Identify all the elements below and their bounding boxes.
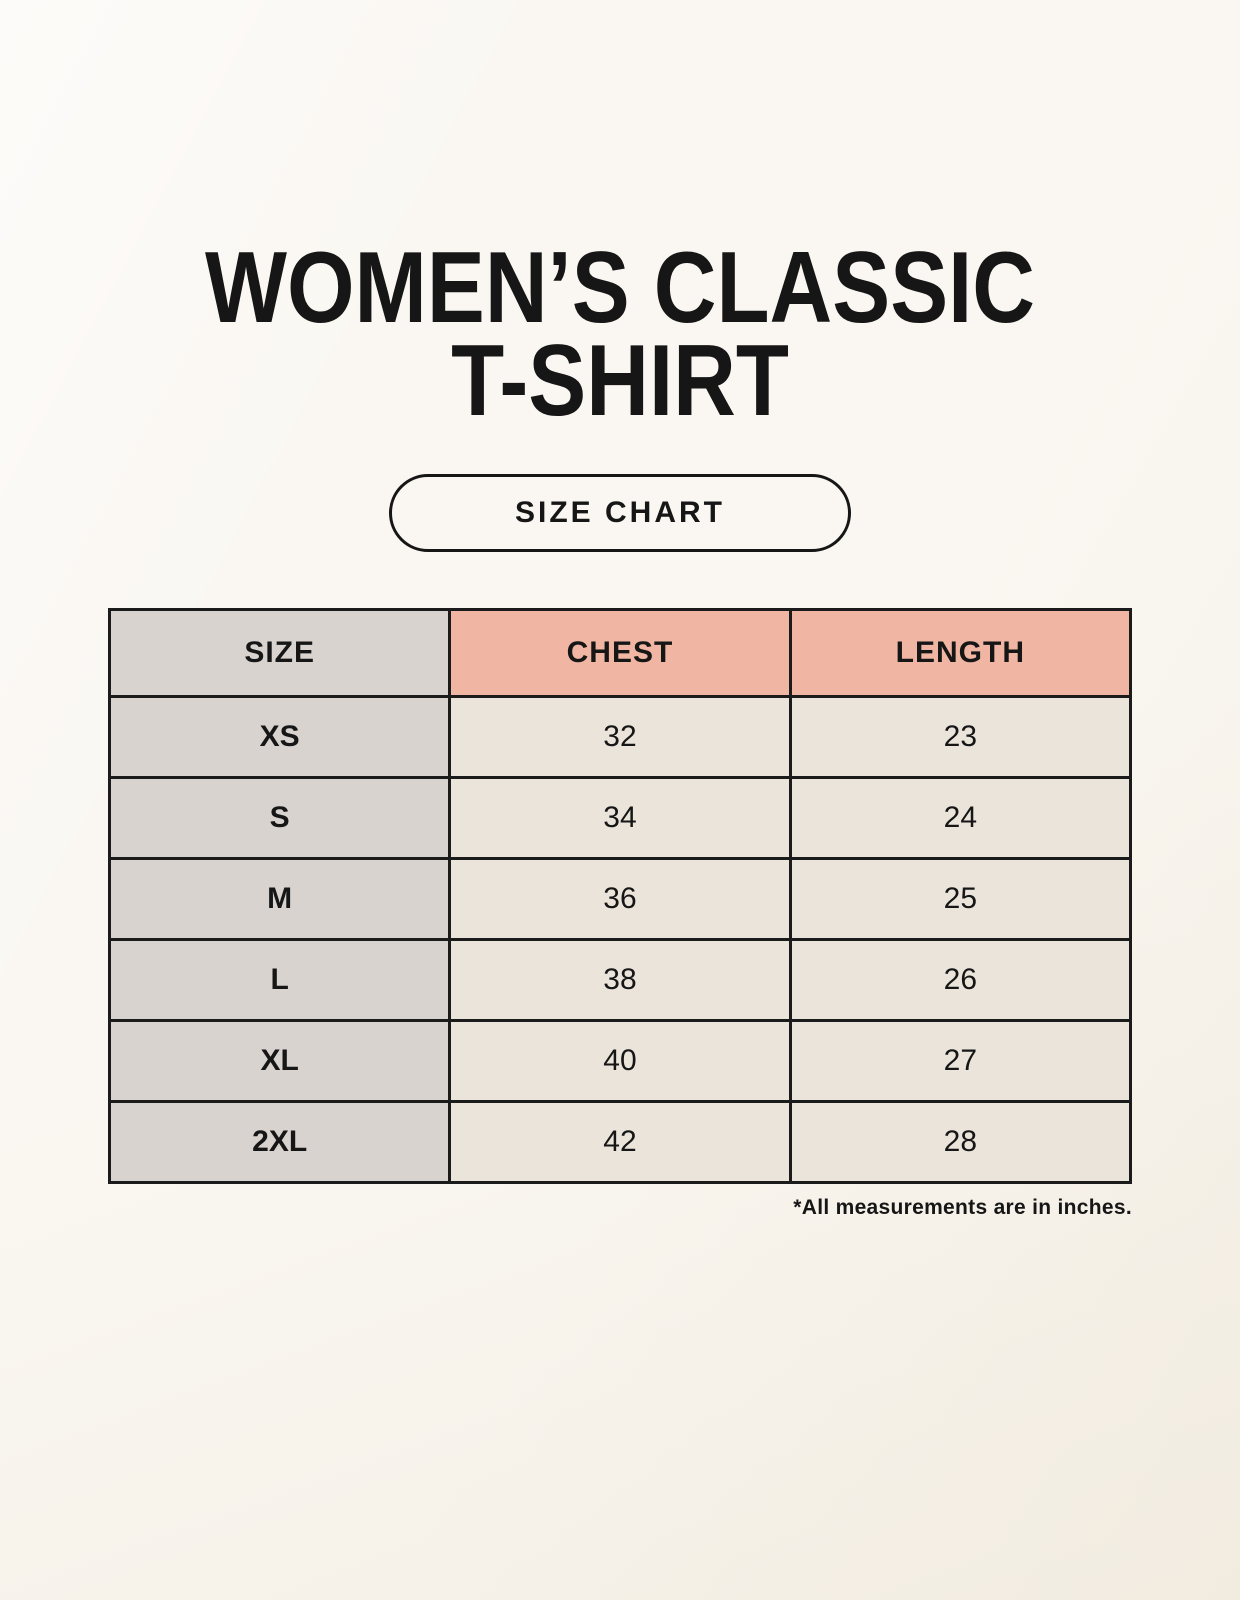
length-value: 23 <box>790 696 1130 777</box>
size-label: XS <box>110 696 450 777</box>
size-label: M <box>110 858 450 939</box>
length-value: 24 <box>790 777 1130 858</box>
size-table <box>108 608 1132 1184</box>
table-row-l <box>110 939 1131 1020</box>
chest-value: 34 <box>450 777 790 858</box>
length-value: 25 <box>790 858 1130 939</box>
measurements-footnote: *All measurements are in inches. <box>793 1195 1132 1219</box>
column-header-size: SIZE <box>110 609 450 696</box>
page-title-line-2: T-SHIRT <box>451 324 789 437</box>
chest-value: 42 <box>450 1101 790 1182</box>
chest-value: 32 <box>450 696 790 777</box>
table-row-m <box>110 858 1131 939</box>
size-label: 2XL <box>110 1101 450 1182</box>
size-table-body <box>110 696 1131 1182</box>
size-chart-badge <box>389 474 851 552</box>
table-row-xl <box>110 1020 1131 1101</box>
length-value: 28 <box>790 1101 1130 1182</box>
size-label: S <box>110 777 450 858</box>
size-table-header <box>110 609 1131 696</box>
chest-value: 38 <box>450 939 790 1020</box>
size-chart-badge-label: SIZE CHART <box>515 495 725 529</box>
chest-value: 40 <box>450 1020 790 1101</box>
table-row-xs <box>110 696 1131 777</box>
size-label: L <box>110 939 450 1020</box>
length-value: 26 <box>790 939 1130 1020</box>
column-header-length: LENGTH <box>790 609 1130 696</box>
page-title-line-1: WOMEN’S CLASSIC <box>204 232 1036 344</box>
table-row-s <box>110 777 1131 858</box>
table-row-2xl <box>110 1101 1131 1182</box>
size-label: XL <box>110 1020 450 1101</box>
page-title <box>180 232 1061 437</box>
header-row <box>110 609 1131 696</box>
length-value: 27 <box>790 1020 1130 1101</box>
content-area <box>108 232 1132 1220</box>
column-header-chest: CHEST <box>450 609 790 696</box>
chest-value: 36 <box>450 858 790 939</box>
